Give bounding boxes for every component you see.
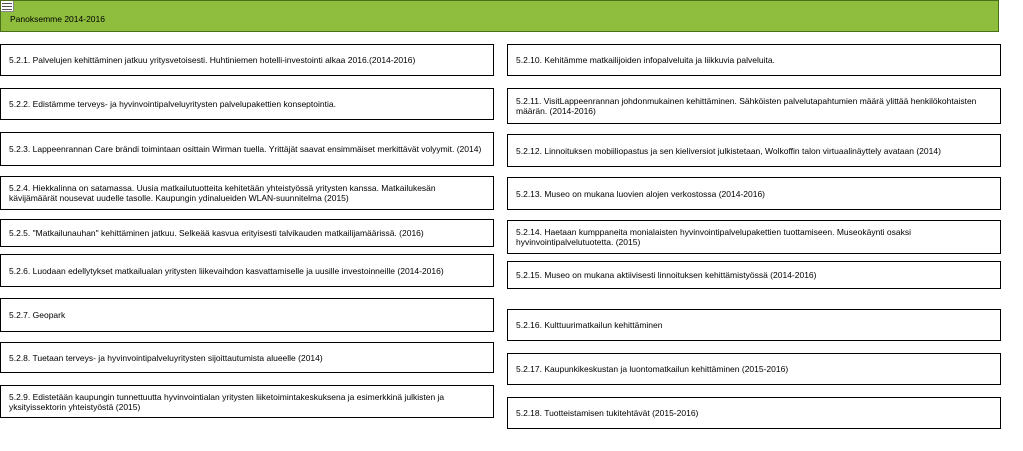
list-item-label: 5.2.6. Luodaan edellytykset matkailualan yritysten liikevaihdon kasvattamiselle ja uusille investoinneille (2014-2016) — [9, 265, 444, 276]
list-item-5-2-9[interactable] — [0, 385, 494, 418]
list-item-5-2-16[interactable] — [507, 309, 1001, 341]
page-title: Panoksemme 2014-2016 — [10, 14, 105, 24]
list-item-5-2-14[interactable] — [507, 220, 1001, 254]
list-item-5-2-17[interactable] — [507, 353, 1001, 385]
list-item-5-2-15[interactable] — [507, 261, 1001, 289]
list-item-label: 5.2.2. Edistämme terveys- ja hyvinvointipalveluyritysten palvelupakettien konseptointia. — [9, 99, 336, 109]
list-item-label: 5.2.10. Kehitämme matkailijoiden infopalveluita ja liikkuvia palveluita. — [516, 55, 775, 65]
list-item-label: 5.2.14. Haetaan kumppaneita monialaisten hyvinvointipalvelupakettien tuottamiseen. Museokäynti osaksi hyvinvointipalvelutuotetta. (2015) — [516, 227, 912, 247]
header-bar — [0, 0, 999, 32]
list-item-label: 5.2.16. Kulttuurimatkailun kehittäminen — [516, 320, 663, 330]
list-item-label: 5.2.17. Kaupunkikeskustan ja luontomatkailun kehittäminen (2015-2016) — [516, 364, 789, 374]
list-item-5-2-10[interactable] — [507, 44, 1001, 76]
list-item-5-2-6[interactable] — [0, 254, 494, 287]
list-item-5-2-3[interactable] — [0, 132, 494, 166]
list-item-label: 5.2.8. Tuetaan terveys- ja hyvinvointipalveluyritysten sijoittautumista alueelle (2014) — [9, 352, 323, 363]
list-item-5-2-2[interactable] — [0, 88, 494, 120]
list-item-5-2-5[interactable] — [0, 219, 494, 247]
list-item-5-2-4[interactable] — [0, 176, 494, 210]
list-item-5-2-12[interactable] — [507, 134, 1001, 167]
list-item-label: 5.2.15. Museo on mukana aktiivisesti linnoituksen kehittämistyössä (2014-2016) — [516, 270, 817, 280]
menu-icon[interactable] — [1, 1, 14, 12]
list-item-label: 5.2.3. Lappeenrannan Care brändi toimintaan osittain Wirman tuella. Yrittäjät saavat ensimmäiset merkittävät volyymit. (2014) — [9, 144, 482, 154]
list-item-5-2-1[interactable] — [0, 44, 494, 76]
list-item-label: 5.2.4. Hiekkalinna on satamassa. Uusia matkailutuotteita kehitetään yhteistyössä yritysten kanssa. Matkailukesän kävijämäärät nousevat uudelle tasolle. Kaupungin ydinalueiden WLAN-suunnitelma (2015) — [9, 183, 436, 203]
list-item-label: 5.2.18. Tuotteistamisen tukitehtävät (2015-2016) — [516, 408, 699, 418]
list-item-label: 5.2.11. VisitLappeenrannan johdonmukainen kehittäminen. Sähköisten palvelutapahtumien määrä ylittää henkilökohtaisten määrän. (2014-2016) — [516, 96, 977, 116]
list-item-label: 5.2.1. Palvelujen kehittäminen jatkuu yritysvetoisesti. Huhtiniemen hotelli-investointi alkaa 2016.(2014-2016) — [9, 55, 416, 65]
list-item-5-2-18[interactable] — [507, 397, 1001, 429]
list-item-label: 5.2.9. Edistetään kaupungin tunnettuutta hyvinvointialan yritysten liiketoimintakeskuksena ja esimerkkinä julkisten ja yksityissektorin yhteistyöstä (2015) — [9, 391, 445, 412]
list-item-5-2-7[interactable] — [0, 298, 494, 332]
list-item-label: 5.2.13. Museo on mukana luovien alojen verkostossa (2014-2016) — [516, 188, 766, 199]
list-item-5-2-13[interactable] — [507, 177, 1001, 210]
list-item-label: 5.2.7. Geopark — [9, 310, 66, 320]
list-item-5-2-11[interactable] — [507, 88, 1001, 124]
list-item-label: 5.2.5. "Matkailunauhan" kehittäminen jatkuu. Selkeää kasvua erityisesti talvikauden matkailijamäärissä. (2016) — [9, 228, 424, 238]
list-item-label: 5.2.12. Linnoituksen mobiiliopastus ja sen kieliversiot julkistetaan, Wolkoffin talon virtuaalinäyttely avataan (2014) — [516, 145, 941, 156]
list-item-5-2-8[interactable] — [0, 342, 494, 373]
